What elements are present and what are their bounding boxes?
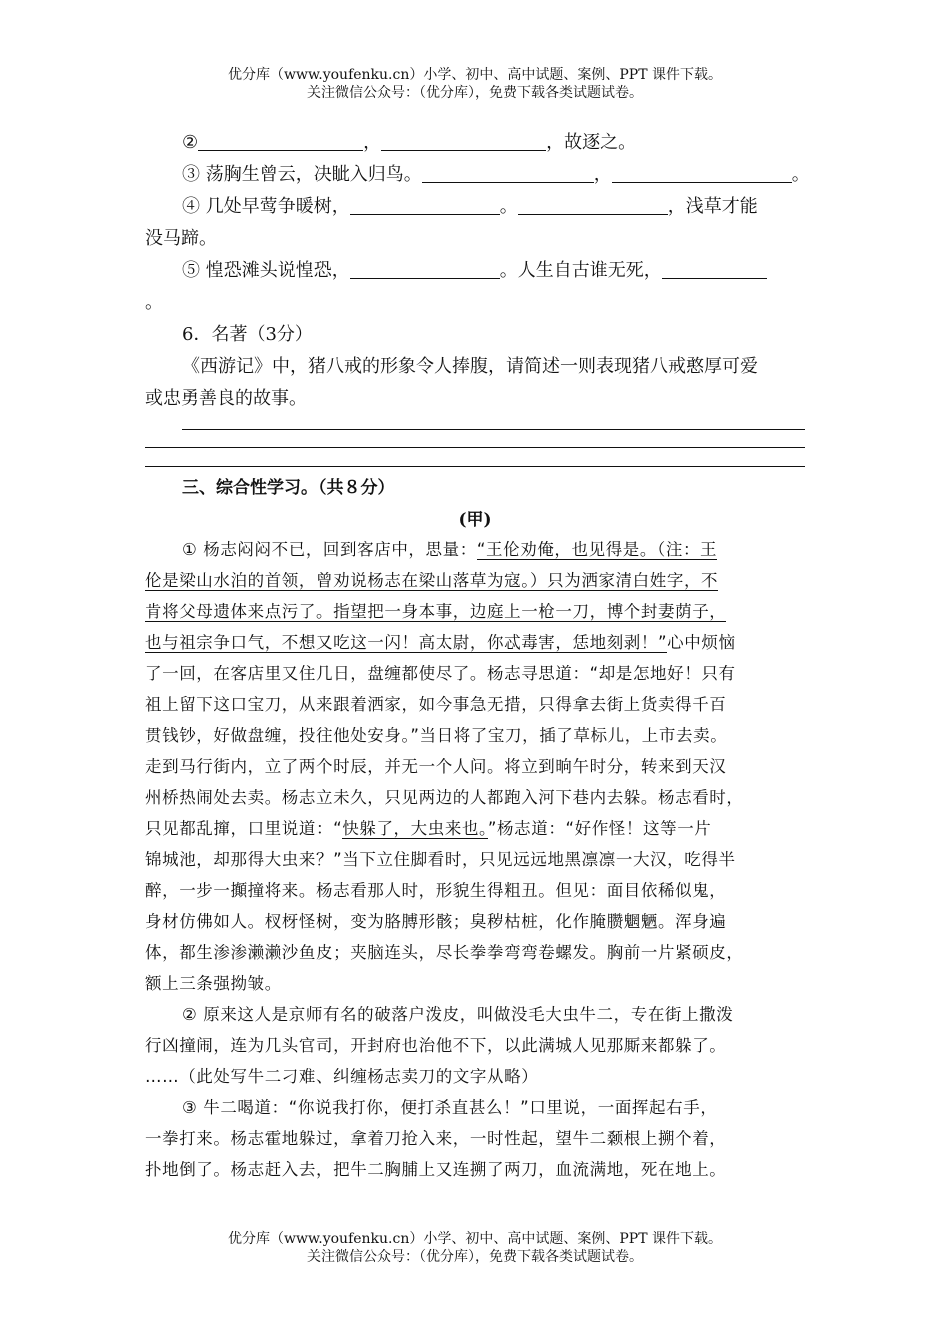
question-5-cont: 。 [145, 292, 163, 313]
passage-line: 也与祖宗争口气，不想又吃这一闪！高太尉，你忒毒害，恁地刻剥！”心中烦恼 [145, 633, 736, 652]
passage-line: ② 原来这人是京师有名的破落户泼皮，叫做没毛大虫牛二，专在街上撒泼 [182, 1005, 734, 1024]
answer-blank[interactable] [518, 194, 668, 215]
footer-line-1: 优分库（www.youfenku.cn）小学、初中、高中试题、案例、PPT 课件下载。 [227, 1231, 722, 1247]
header-line-2: 关注微信公众号：（优分库），免费下载各类试题试卷。 [307, 85, 643, 101]
answer-blank[interactable] [612, 162, 792, 183]
passage-line: 锦城池，却那得大虫来？”当下立住脚看时，只见远远地黑凛凛一大汉，吃得半 [145, 850, 736, 869]
passage-line: 扑地倒了。杨志赶入去，把牛二胸脯上又连搠了两刀，血流满地，死在地上。 [145, 1160, 727, 1179]
section-6-title: 6．名著（3分） [182, 324, 313, 345]
section-6-prompt-1: 《西游记》中，猪八戒的形象令人捧腹，请简述一则表现猪八戒憨厚可爱 [182, 356, 758, 377]
header-line-1: 优分库（www.youfenku.cn）小学、初中、高中试题、案例、PPT 课件下载。 [227, 67, 722, 83]
passage-line: 一拳打来。杨志霍地躲过，拿着刀抢入来，一时性起，望牛二颡根上搠个着， [145, 1129, 727, 1148]
answer-blank[interactable] [662, 258, 767, 279]
answer-blank[interactable] [381, 130, 546, 151]
passage-line: ……（此处写牛二刁难、纠缠杨志卖刀的文字从略） [145, 1067, 539, 1086]
passage-line: 了一回，在客店里又住几日，盘缠都使尽了。杨志寻思道：“却是怎地好！只有 [145, 664, 736, 683]
question-4-cont: 没马蹄。 [145, 228, 217, 249]
section-3-title: 三、综合性学习。（共８分） [182, 478, 395, 498]
passage-line: 走到马行街内，立了两个时辰，并无一个人问。将立到晌午时分，转来到天汉 [145, 757, 727, 776]
passage-line: 行凶撞闹，连为几头官司，开封府也治他不下，以此满城人见那厮来都躲了。 [145, 1036, 727, 1055]
section-3-subtitle: (甲) [458, 510, 492, 530]
passage-line: 额上三条强拗皱。 [145, 974, 282, 993]
passage [145, 534, 810, 1185]
answer-blank[interactable] [198, 130, 363, 151]
page-header [0, 66, 950, 102]
answer-blank[interactable] [422, 162, 594, 183]
page-footer [0, 1230, 950, 1266]
answer-blank[interactable] [350, 258, 500, 279]
question-2: ② ， ，故逐之。 [182, 132, 637, 153]
answer-line[interactable] [145, 466, 805, 467]
poem-questions [145, 127, 810, 415]
answer-blank[interactable] [350, 194, 500, 215]
passage-line: 肯将父母遗体来点污了。指望把一身本事，边庭上一枪一刀，博个封妻荫子， [145, 602, 727, 621]
answer-line[interactable] [182, 429, 805, 430]
passage-line: 只见都乱撺，口里说道：“快躲了，大虫来也。”杨志道：“好作怪！这等一片 [145, 819, 712, 838]
passage-line: ① 杨志闷闷不已，回到客店中，思量：“王伦劝俺，也见得是。（注：王 [182, 540, 718, 559]
passage-line: 身材仿佛如人。杈枒怪树，变为胳膊形骸；臭秽枯桩，化作腌臜魍魉。浑身遍 [145, 912, 727, 931]
footer-line-2: 关注微信公众号：（优分库），免费下载各类试题试卷。 [307, 1249, 643, 1265]
section-6-prompt-2: 或忠勇善良的故事。 [145, 388, 307, 409]
passage-line: 伦是梁山水泊的首领，曾劝说杨志在梁山落草为寇。）只为洒家清白姓字，不 [145, 571, 719, 590]
passage-line: 体，都生渗渗濑濑沙鱼皮；夹脑连头，尽长拳拳弯弯卷螺发。胸前一片紧硕皮， [145, 943, 744, 962]
question-3: ③ 荡胸生曾云，决眦入归鸟。 ， 。 [182, 164, 810, 185]
passage-line: 祖上留下这口宝刀，从来跟着洒家，如今事急无措，只得拿去街上货卖得千百 [145, 695, 727, 714]
question-5: ⑤ 惶恐滩头说惶恐， 。人生自古谁无死， [145, 255, 807, 287]
answer-line[interactable] [145, 447, 805, 448]
passage-line: ③ 牛二喝道：“你说我打你，便打杀直甚么！”口里说，一面挥起右手， [182, 1098, 718, 1117]
passage-line: 醉，一步一攧撞将来。杨志看那人时，形貌生得粗丑。但见：面目依稀似鬼， [145, 881, 727, 900]
passage-line: 州桥热闹处去卖。杨志立未久，只见两边的人都跑入河下巷内去躲。杨志看时， [145, 788, 744, 807]
passage-line: 贯钱钞，好做盘缠，投往他处安身。”当日将了宝刀，插了草标儿，上市去卖。 [145, 726, 728, 745]
question-4: ④ 几处早莺争暖树， 。 ，浅草才能 [182, 196, 758, 217]
